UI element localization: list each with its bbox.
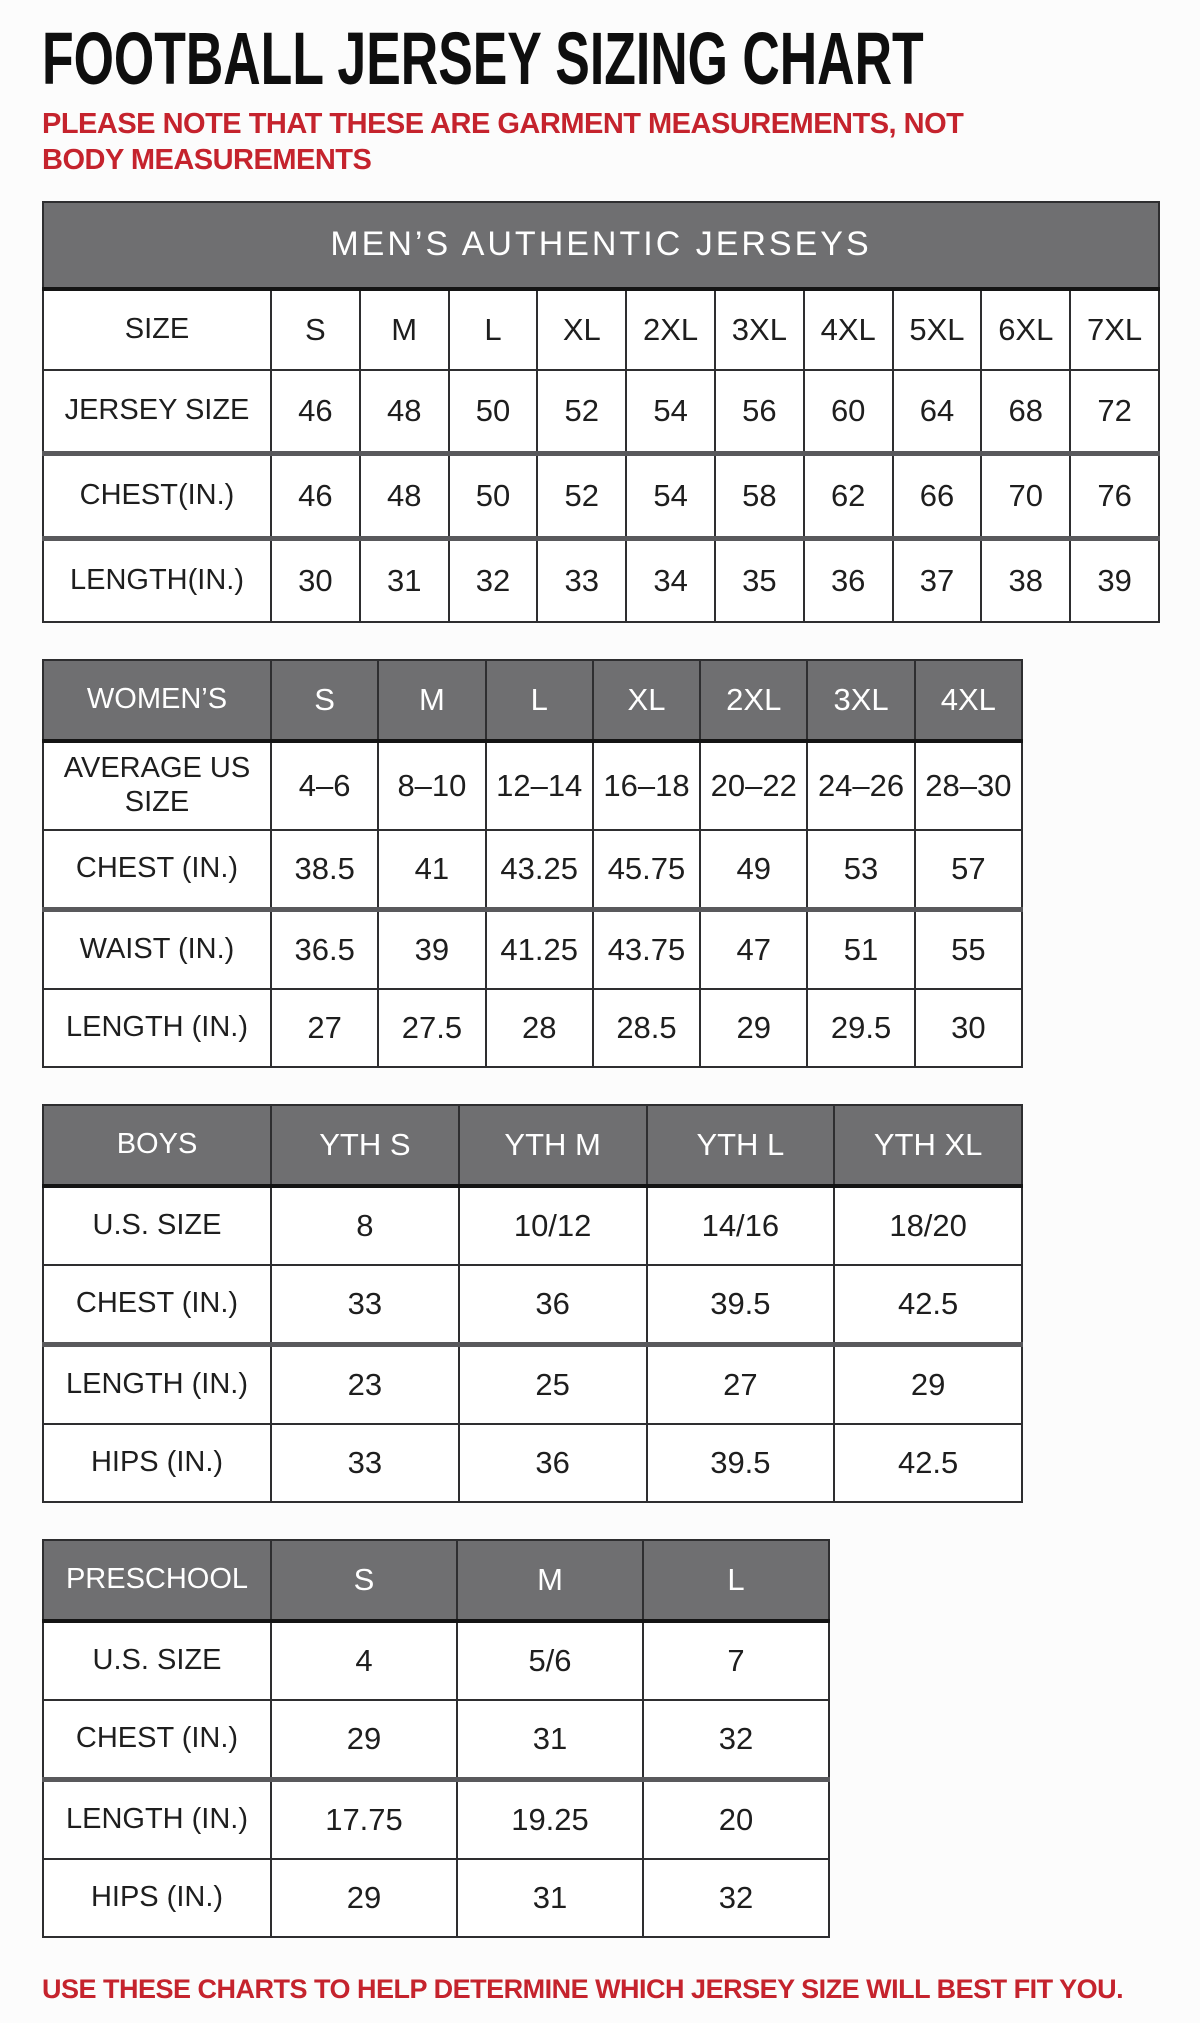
boys-cell-r1-c1: 36 bbox=[459, 1265, 647, 1345]
mens-cell-r2-c3: 33 bbox=[537, 538, 626, 622]
mens-cell-r0-c1: 48 bbox=[360, 370, 449, 454]
mens-cell-r2-c5: 35 bbox=[715, 538, 804, 622]
preschool-row-2 bbox=[43, 1779, 829, 1859]
mens-cell-r1-c6: 62 bbox=[804, 453, 893, 538]
womens-column-header-2: L bbox=[486, 660, 593, 741]
mens-cell-r2-c4: 34 bbox=[626, 538, 715, 622]
boys-cell-r3-c3: 42.5 bbox=[834, 1424, 1022, 1502]
mens-cell-r1-c7: 66 bbox=[893, 453, 982, 538]
womens-cell-r0-c2: 12–14 bbox=[486, 741, 593, 830]
boys-cell-r2-c2: 27 bbox=[647, 1344, 835, 1424]
boys-row-3 bbox=[43, 1424, 1022, 1502]
womens-cell-r2-c1: 39 bbox=[378, 909, 485, 989]
boys-row-2 bbox=[43, 1344, 1022, 1424]
mens-cell-r2-c0: 30 bbox=[271, 538, 360, 622]
womens-cell-r2-c5: 51 bbox=[807, 909, 914, 989]
womens-cell-r2-c0: 36.5 bbox=[271, 909, 378, 989]
womens-cell-r3-c4: 29 bbox=[700, 989, 807, 1067]
size-tables-container bbox=[42, 201, 1160, 1938]
womens-cell-r2-c6: 55 bbox=[915, 909, 1022, 989]
boys-row-0 bbox=[43, 1186, 1022, 1265]
preschool-cell-r0-c0: 4 bbox=[271, 1621, 457, 1700]
boys-column-header-3: YTH XL bbox=[834, 1105, 1022, 1186]
boys-cell-r0-c1: 10/12 bbox=[459, 1186, 647, 1265]
womens-cell-r1-c4: 49 bbox=[700, 830, 807, 910]
mens-column-header-6: 4XL bbox=[804, 289, 893, 370]
mens-cell-r1-c9: 76 bbox=[1070, 453, 1159, 538]
womens-column-header-5: 3XL bbox=[807, 660, 914, 741]
preschool-cell-r2-c2: 20 bbox=[643, 1779, 829, 1859]
boys-cell-r3-c1: 36 bbox=[459, 1424, 647, 1502]
mens-cell-r2-c8: 38 bbox=[981, 538, 1070, 622]
womens-row-3 bbox=[43, 989, 1022, 1067]
boys-row-label-3: HIPS (IN.) bbox=[43, 1424, 271, 1502]
womens-cell-r3-c0: 27 bbox=[271, 989, 378, 1067]
womens-size-table bbox=[42, 659, 1023, 1068]
womens-column-header-4: 2XL bbox=[700, 660, 807, 741]
womens-cell-r0-c0: 4–6 bbox=[271, 741, 378, 830]
womens-cell-r1-c0: 38.5 bbox=[271, 830, 378, 910]
mens-cell-r1-c0: 46 bbox=[271, 453, 360, 538]
mens-cell-r0-c7: 64 bbox=[893, 370, 982, 454]
womens-row-label-0: AVERAGE US SIZE bbox=[43, 741, 271, 830]
boys-cell-r1-c2: 39.5 bbox=[647, 1265, 835, 1345]
mens-column-header-8: 6XL bbox=[981, 289, 1070, 370]
boys-cell-r3-c0: 33 bbox=[271, 1424, 459, 1502]
mens-cell-r1-c8: 70 bbox=[981, 453, 1070, 538]
womens-row-1 bbox=[43, 830, 1022, 910]
womens-cell-r1-c2: 43.25 bbox=[486, 830, 593, 910]
womens-column-header-0: S bbox=[271, 660, 378, 741]
mens-cell-r1-c3: 52 bbox=[537, 453, 626, 538]
womens-cell-r1-c1: 41 bbox=[378, 830, 485, 910]
mens-row-label-1: CHEST(IN.) bbox=[43, 453, 271, 538]
preschool-row-1 bbox=[43, 1700, 829, 1780]
womens-row-label-3: LENGTH (IN.) bbox=[43, 989, 271, 1067]
mens-column-header-7: 5XL bbox=[893, 289, 982, 370]
preschool-column-header-2: L bbox=[643, 1540, 829, 1621]
womens-row-label-2: WAIST (IN.) bbox=[43, 909, 271, 989]
mens-cell-r0-c5: 56 bbox=[715, 370, 804, 454]
mens-cell-r2-c2: 32 bbox=[449, 538, 538, 622]
mens-row-2 bbox=[43, 538, 1159, 622]
boys-cell-r2-c3: 29 bbox=[834, 1344, 1022, 1424]
preschool-row-label-1: CHEST (IN.) bbox=[43, 1700, 271, 1780]
womens-cell-r1-c6: 57 bbox=[915, 830, 1022, 910]
preschool-cell-r1-c2: 32 bbox=[643, 1700, 829, 1780]
boys-column-header-2: YTH L bbox=[647, 1105, 835, 1186]
womens-cell-r0-c6: 28–30 bbox=[915, 741, 1022, 830]
mens-column-header-2: L bbox=[449, 289, 538, 370]
mens-cell-r0-c2: 50 bbox=[449, 370, 538, 454]
mens-cell-r0-c0: 46 bbox=[271, 370, 360, 454]
preschool-cell-r2-c0: 17.75 bbox=[271, 1779, 457, 1859]
mens-cell-r0-c8: 68 bbox=[981, 370, 1070, 454]
boys-cell-r0-c3: 18/20 bbox=[834, 1186, 1022, 1265]
mens-cell-r0-c3: 52 bbox=[537, 370, 626, 454]
womens-column-header-3: XL bbox=[593, 660, 700, 741]
mens-cell-r0-c6: 60 bbox=[804, 370, 893, 454]
womens-cell-r0-c1: 8–10 bbox=[378, 741, 485, 830]
womens-cell-r0-c3: 16–18 bbox=[593, 741, 700, 830]
garment-measurements-note: PLEASE NOTE THAT THESE ARE GARMENT MEASUREMENTS, NOT BODY MEASUREMENTS bbox=[42, 108, 964, 177]
preschool-cell-r2-c1: 19.25 bbox=[457, 1779, 643, 1859]
boys-column-header-1: YTH M bbox=[459, 1105, 647, 1186]
boys-column-header-0: YTH S bbox=[271, 1105, 459, 1186]
boys-cell-r1-c3: 42.5 bbox=[834, 1265, 1022, 1345]
preschool-cell-r0-c1: 5/6 bbox=[457, 1621, 643, 1700]
boys-row-label-0: U.S. SIZE bbox=[43, 1186, 271, 1265]
preschool-row-label-3: HIPS (IN.) bbox=[43, 1859, 271, 1937]
mens-column-header-0: S bbox=[271, 289, 360, 370]
preschool-cell-r0-c2: 7 bbox=[643, 1621, 829, 1700]
mens-cell-r0-c4: 54 bbox=[626, 370, 715, 454]
mens-table-caption: MEN’S AUTHENTIC JERSEYS bbox=[43, 202, 1159, 289]
mens-column-header-1: M bbox=[360, 289, 449, 370]
womens-cell-r0-c4: 20–22 bbox=[700, 741, 807, 830]
womens-row-label-1: CHEST (IN.) bbox=[43, 830, 271, 910]
mens-column-header-5: 3XL bbox=[715, 289, 804, 370]
preschool-header-label: PRESCHOOL bbox=[43, 1540, 271, 1621]
womens-cell-r2-c3: 43.75 bbox=[593, 909, 700, 989]
womens-cell-r0-c5: 24–26 bbox=[807, 741, 914, 830]
womens-cell-r1-c3: 45.75 bbox=[593, 830, 700, 910]
preschool-cell-r1-c0: 29 bbox=[271, 1700, 457, 1780]
preschool-row-label-2: LENGTH (IN.) bbox=[43, 1779, 271, 1859]
preschool-cell-r3-c1: 31 bbox=[457, 1859, 643, 1937]
womens-cell-r1-c5: 53 bbox=[807, 830, 914, 910]
boys-size-table bbox=[42, 1104, 1023, 1503]
mens-column-header-4: 2XL bbox=[626, 289, 715, 370]
womens-column-header-1: M bbox=[378, 660, 485, 741]
preschool-cell-r3-c2: 32 bbox=[643, 1859, 829, 1937]
mens-cell-r1-c1: 48 bbox=[360, 453, 449, 538]
boys-row-1 bbox=[43, 1265, 1022, 1345]
mens-row-label-0: JERSEY SIZE bbox=[43, 370, 271, 454]
womens-cell-r2-c2: 41.25 bbox=[486, 909, 593, 989]
preschool-column-header-1: M bbox=[457, 1540, 643, 1621]
womens-column-header-6: 4XL bbox=[915, 660, 1022, 741]
mens-column-header-9: 7XL bbox=[1070, 289, 1159, 370]
boys-row-label-1: CHEST (IN.) bbox=[43, 1265, 271, 1345]
womens-row-0 bbox=[43, 741, 1022, 830]
preschool-size-table bbox=[42, 1539, 830, 1938]
womens-cell-r2-c4: 47 bbox=[700, 909, 807, 989]
boys-cell-r2-c1: 25 bbox=[459, 1344, 647, 1424]
page-title: FOOTBALL JERSEY SIZING CHART bbox=[42, 17, 924, 100]
boys-cell-r0-c2: 14/16 bbox=[647, 1186, 835, 1265]
mens-cell-r2-c7: 37 bbox=[893, 538, 982, 622]
preschool-cell-r1-c1: 31 bbox=[457, 1700, 643, 1780]
preschool-row-3 bbox=[43, 1859, 829, 1937]
womens-cell-r3-c2: 28 bbox=[486, 989, 593, 1067]
mens-size-table bbox=[42, 201, 1160, 623]
womens-row-2 bbox=[43, 909, 1022, 989]
mens-cell-r2-c1: 31 bbox=[360, 538, 449, 622]
boys-header-label: BOYS bbox=[43, 1105, 271, 1186]
mens-row-1 bbox=[43, 453, 1159, 538]
womens-cell-r3-c1: 27.5 bbox=[378, 989, 485, 1067]
boys-row-label-2: LENGTH (IN.) bbox=[43, 1344, 271, 1424]
preschool-row-0 bbox=[43, 1621, 829, 1700]
preschool-row-label-0: U.S. SIZE bbox=[43, 1621, 271, 1700]
womens-cell-r3-c3: 28.5 bbox=[593, 989, 700, 1067]
preschool-column-header-0: S bbox=[271, 1540, 457, 1621]
mens-header-label: SIZE bbox=[43, 289, 271, 370]
mens-cell-r1-c5: 58 bbox=[715, 453, 804, 538]
womens-cell-r3-c6: 30 bbox=[915, 989, 1022, 1067]
boys-cell-r2-c0: 23 bbox=[271, 1344, 459, 1424]
mens-column-header-3: XL bbox=[537, 289, 626, 370]
boys-cell-r0-c0: 8 bbox=[271, 1186, 459, 1265]
mens-row-0 bbox=[43, 370, 1159, 454]
mens-cell-r1-c4: 54 bbox=[626, 453, 715, 538]
preschool-cell-r3-c0: 29 bbox=[271, 1859, 457, 1937]
mens-cell-r0-c9: 72 bbox=[1070, 370, 1159, 454]
mens-cell-r1-c2: 50 bbox=[449, 453, 538, 538]
womens-cell-r3-c5: 29.5 bbox=[807, 989, 914, 1067]
boys-cell-r1-c0: 33 bbox=[271, 1265, 459, 1345]
mens-cell-r2-c9: 39 bbox=[1070, 538, 1159, 622]
footer-note: USE THESE CHARTS TO HELP DETERMINE WHICH JERSEY SIZE WILL BEST FIT YOU. bbox=[42, 1973, 1124, 2004]
boys-cell-r3-c2: 39.5 bbox=[647, 1424, 835, 1502]
mens-cell-r2-c6: 36 bbox=[804, 538, 893, 622]
mens-row-label-2: LENGTH(IN.) bbox=[43, 538, 271, 622]
womens-header-label: WOMEN’S bbox=[43, 660, 271, 741]
